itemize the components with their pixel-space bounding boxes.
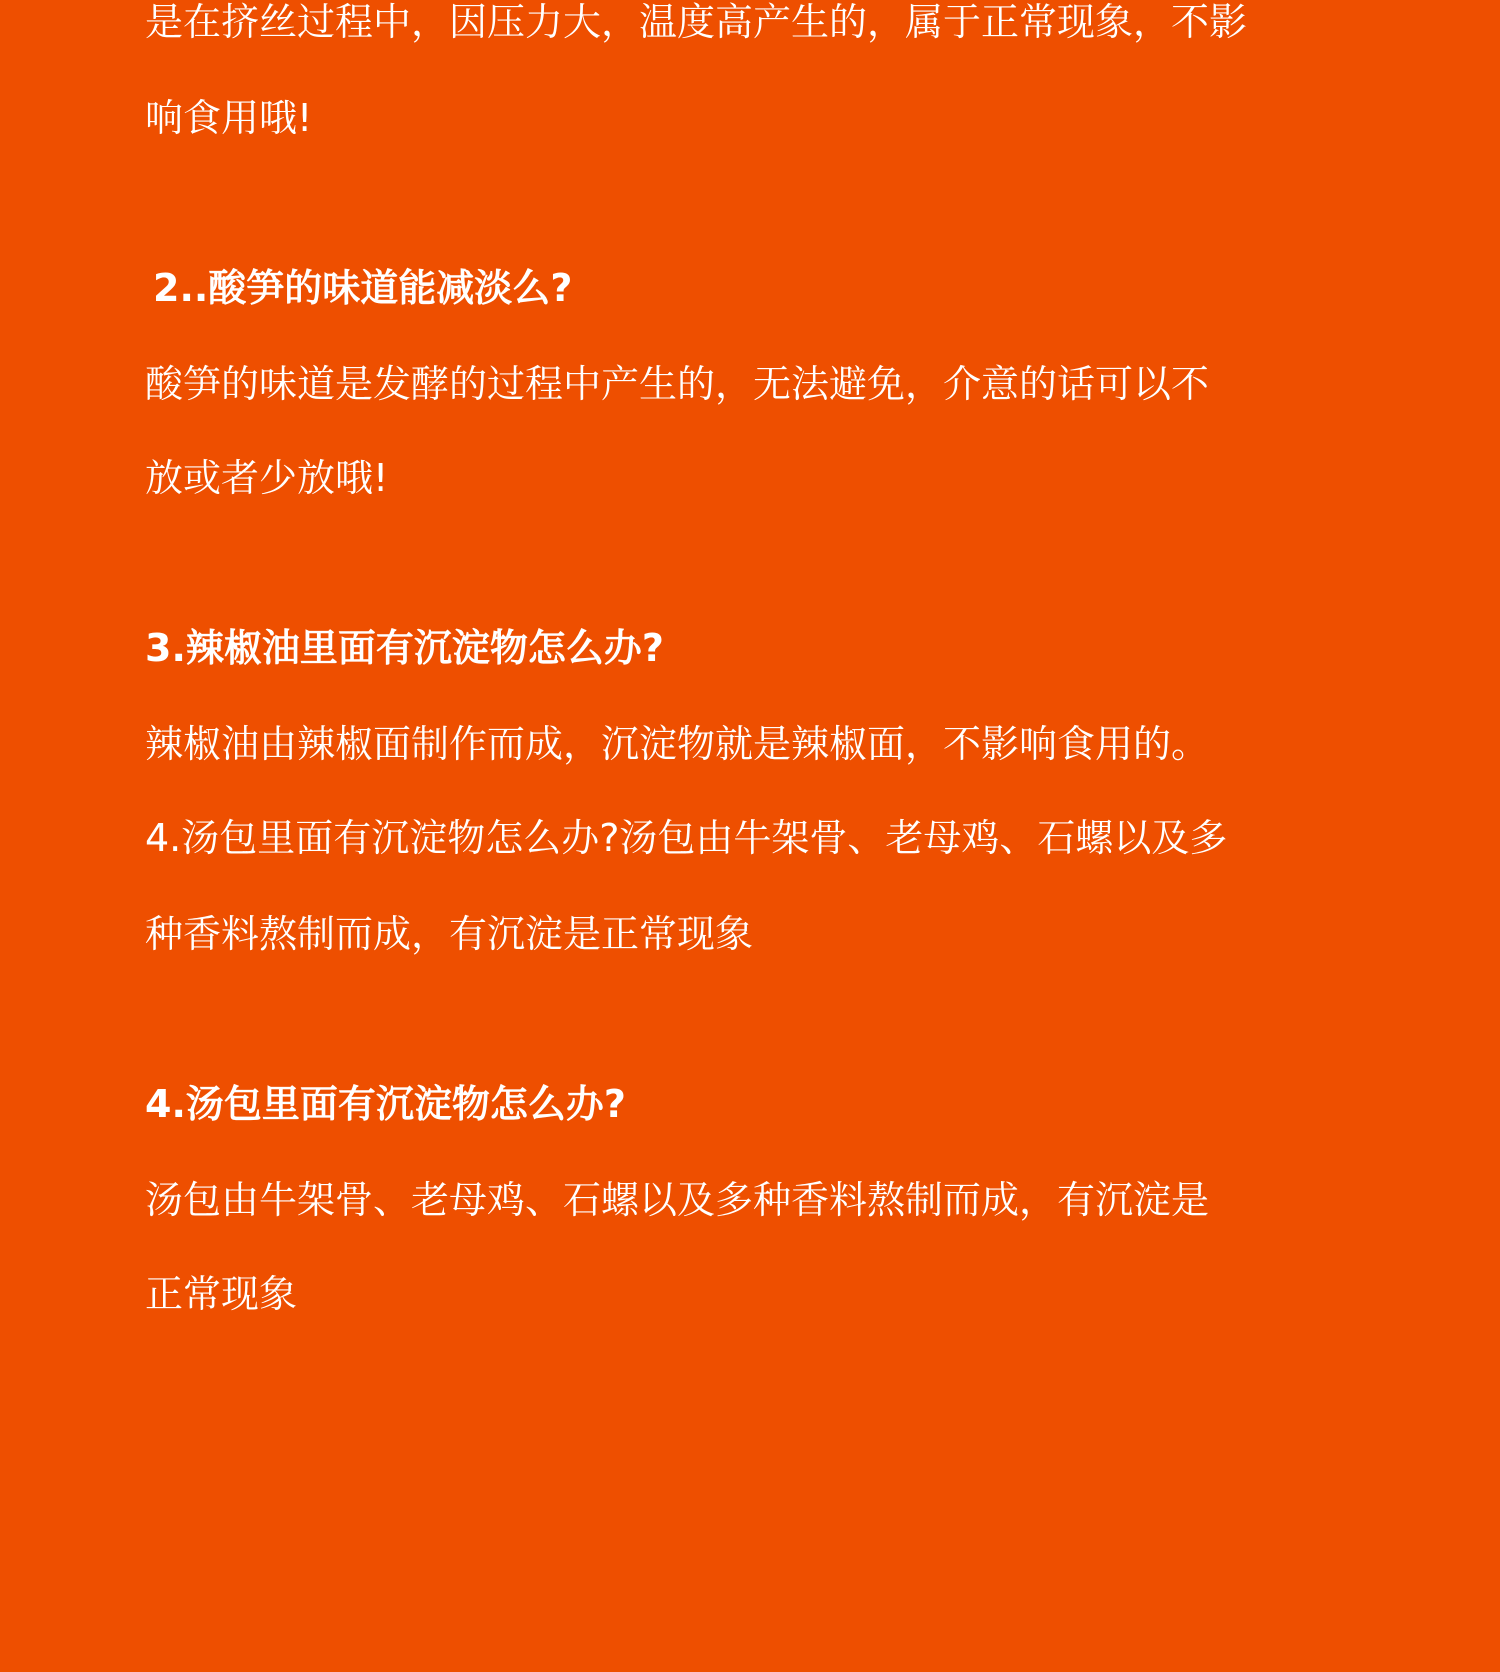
- faq-question-2: 2..酸笋的味道能减淡么?: [153, 266, 573, 310]
- faq-answer-line: 放或者少放哦!: [145, 456, 389, 500]
- faq-answer-line: 种香料熬制而成，有沉淀是正常现象: [145, 912, 754, 956]
- faq-question-3: 3.辣椒油里面有沉淀物怎么办?: [145, 626, 664, 670]
- faq-answer-line: 4.汤包里面有沉淀物怎么办?汤包由牛架骨、老母鸡、石螺以及多: [145, 816, 1228, 860]
- faq-answer-line: 辣椒油由辣椒面制作而成，沉淀物就是辣椒面，不影响食用的。: [145, 722, 1210, 766]
- continued-answer-line: 响食用哦!: [145, 96, 313, 140]
- faq-answer-line: 正常现象: [145, 1272, 298, 1316]
- faq-answer-line: 汤包由牛架骨、老母鸡、石螺以及多种香料熬制而成，有沉淀是: [145, 1178, 1210, 1222]
- faq-answer-line: 酸笋的味道是发酵的过程中产生的，无法避免，介意的话可以不: [145, 362, 1210, 406]
- continued-answer-line: 是在挤丝过程中，因压力大，温度高产生的，属于正常现象，不影: [145, 0, 1248, 44]
- faq-question-4: 4.汤包里面有沉淀物怎么办?: [145, 1082, 626, 1126]
